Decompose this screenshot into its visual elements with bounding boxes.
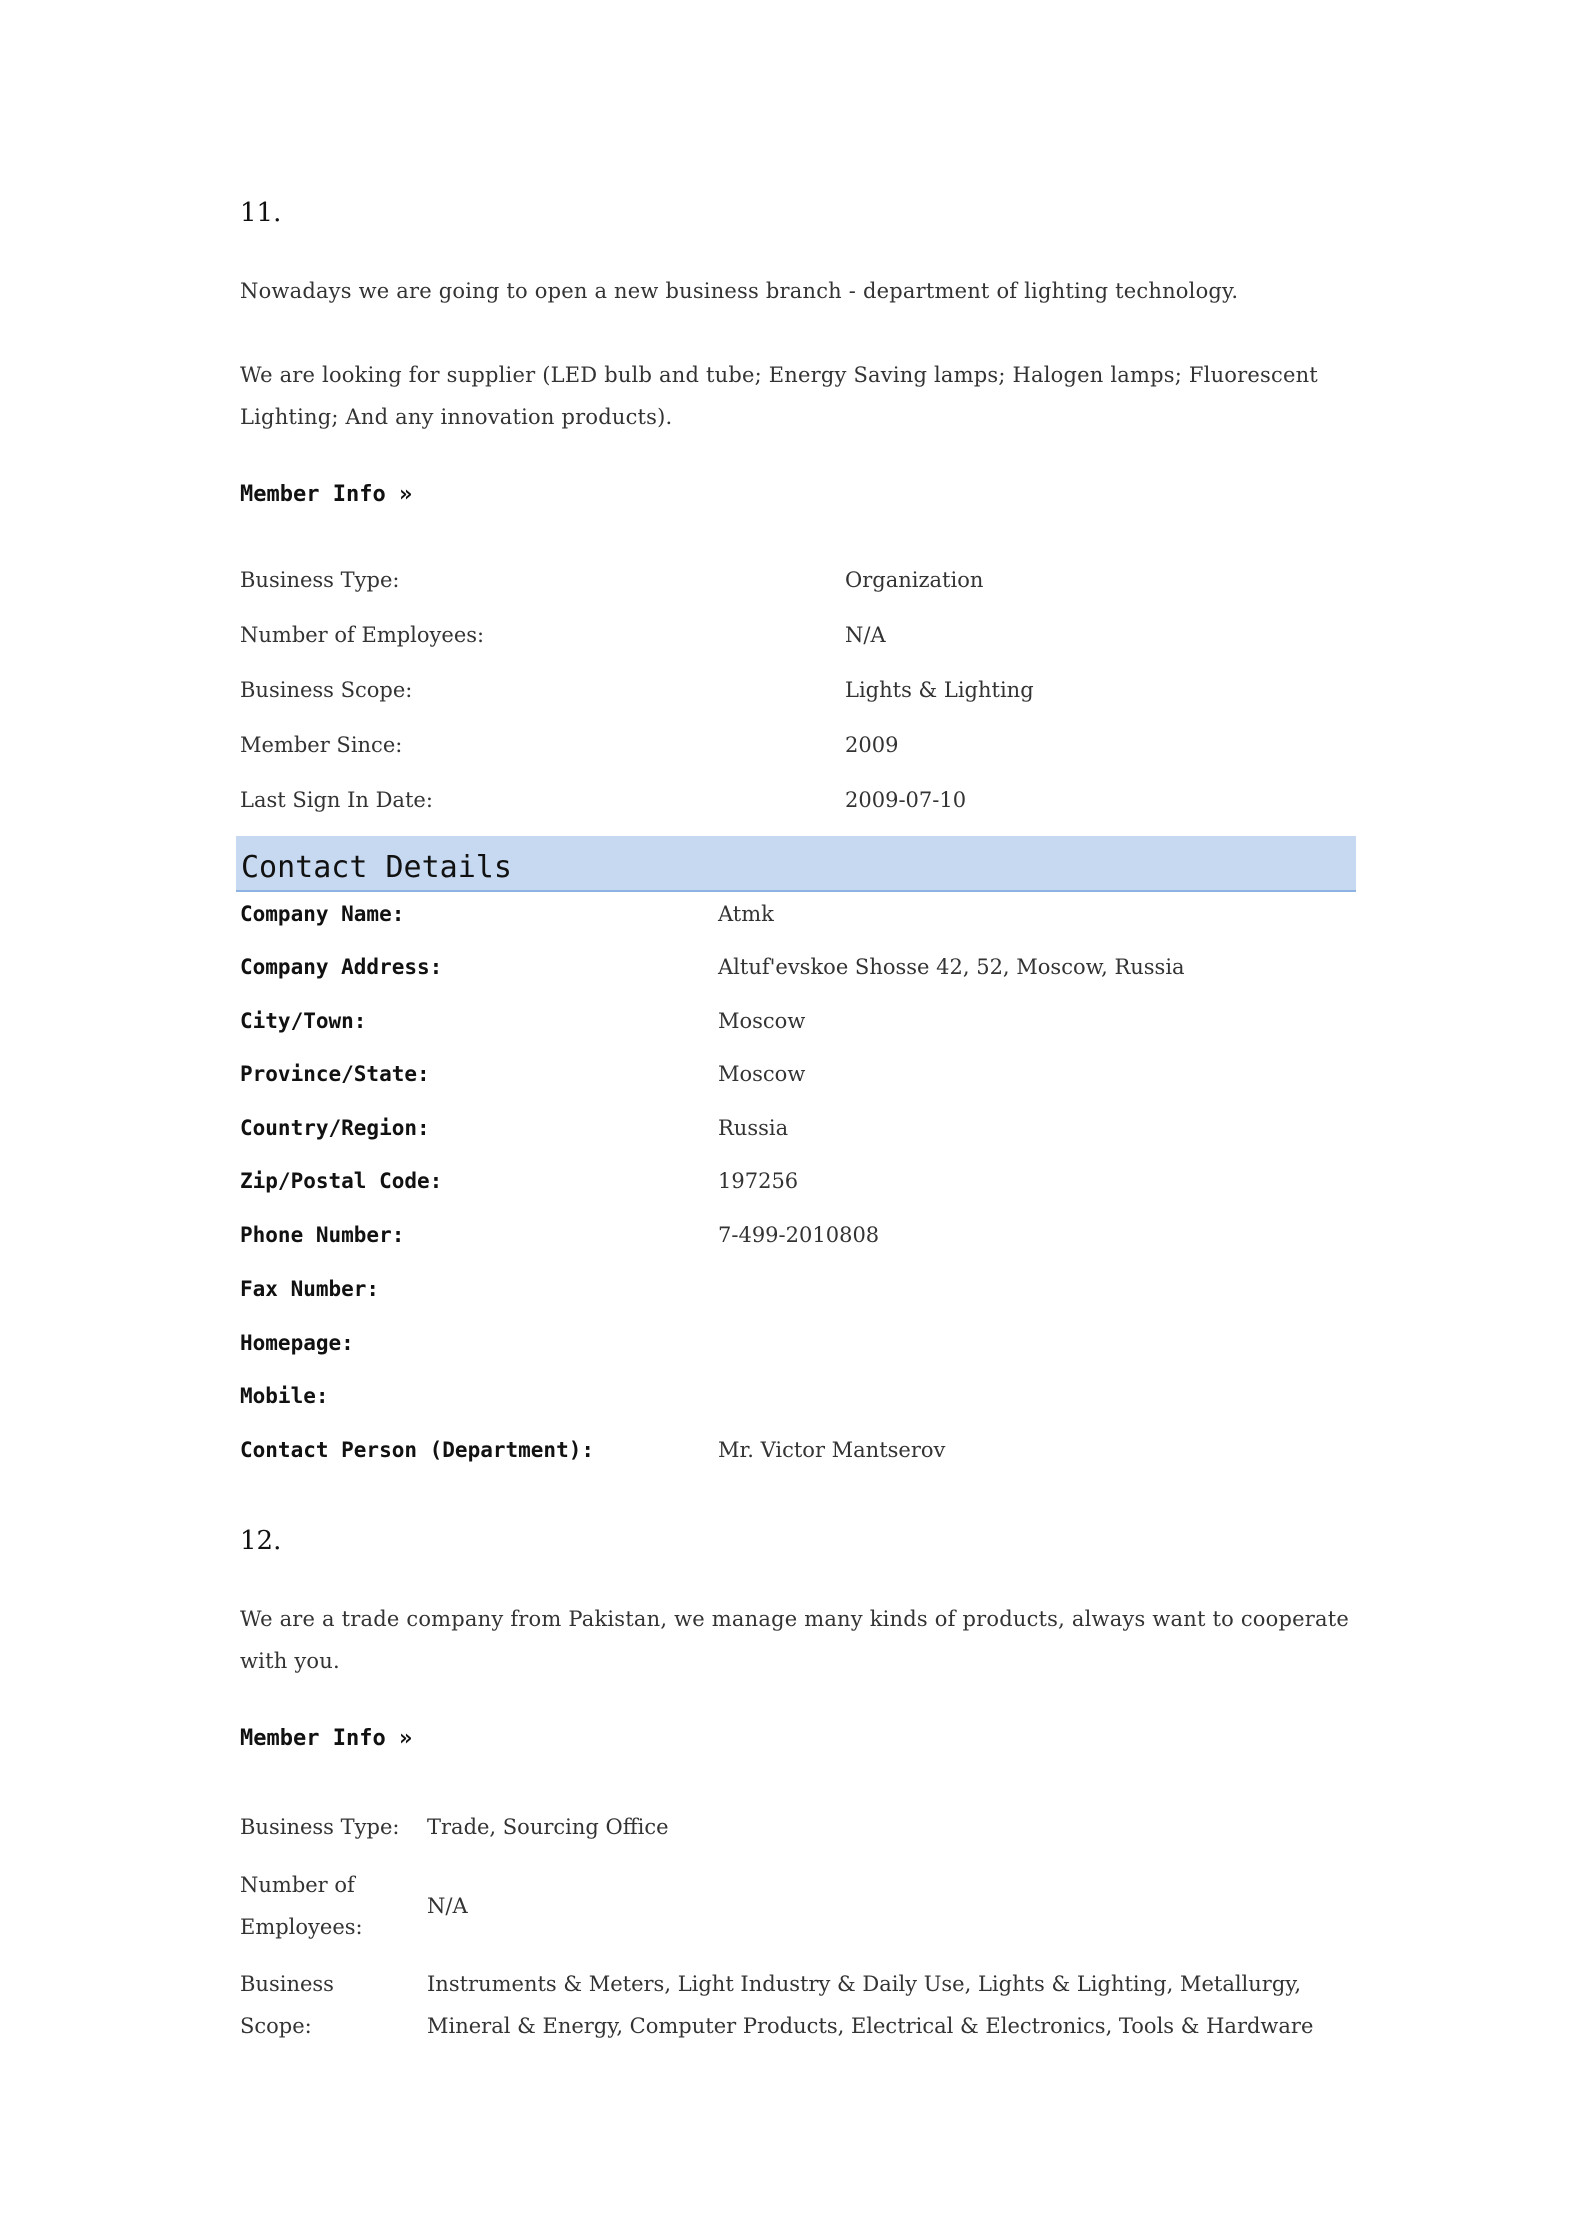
info-label: Last Sign In Date:	[240, 788, 433, 812]
info-row	[240, 678, 1360, 718]
info-value: 2009-07-10	[845, 788, 967, 812]
contact-value: 197256	[718, 1169, 799, 1193]
item-number: 12.	[240, 1526, 282, 1556]
contact-row	[240, 1169, 1360, 1209]
contact-label: Province/State:	[240, 1062, 430, 1086]
info-label: Business Scope:	[240, 1972, 334, 2038]
contact-row	[240, 1009, 1360, 1049]
contact-label: Country/Region:	[240, 1116, 430, 1140]
info-value: Trade, Sourcing Office	[427, 1815, 669, 1839]
contact-value: Russia	[718, 1116, 789, 1140]
contact-value: Mr. Victor Mantserov	[718, 1438, 946, 1462]
info-value: 2009	[845, 733, 899, 757]
contact-row	[240, 1116, 1360, 1156]
description-paragraph: We are a trade company from Pakistan, we manage many kinds of products, always want to cooperate with you.	[240, 1607, 1349, 1673]
info-label: Member Since:	[240, 733, 403, 757]
info-label: Number of Employees:	[240, 623, 485, 647]
contact-row	[240, 1062, 1360, 1102]
contact-label: Phone Number:	[240, 1223, 405, 1247]
contact-value: Atmk	[718, 902, 774, 926]
info-row	[240, 623, 1360, 663]
contact-row	[240, 1277, 1360, 1317]
contact-label: Company Name:	[240, 902, 405, 926]
contact-row	[240, 955, 1360, 995]
contact-value: Moscow	[718, 1062, 806, 1086]
info-row	[240, 733, 1360, 773]
contact-label: Company Address:	[240, 955, 443, 979]
contact-label: Contact Person (Department):	[240, 1438, 595, 1462]
info-value: Organization	[845, 568, 984, 592]
info-value: Lights & Lighting	[845, 678, 1034, 702]
item-number: 11.	[240, 198, 282, 228]
contact-label: City/Town:	[240, 1009, 367, 1033]
info-row	[240, 788, 1360, 828]
contact-row	[240, 1331, 1360, 1371]
contact-row	[240, 1438, 1360, 1478]
info-label: Business Type:	[240, 568, 400, 592]
info-row	[240, 1806, 1360, 1848]
contact-details-title: Contact Details	[241, 850, 512, 885]
description-paragraph: Nowadays we are going to open a new business branch - department of lighting technology.	[240, 279, 1239, 303]
info-row	[240, 568, 1360, 608]
contact-row	[240, 902, 1360, 942]
info-label: Business Scope:	[240, 678, 413, 702]
contact-label: Fax Number:	[240, 1277, 380, 1301]
contact-row	[240, 1223, 1360, 1263]
contact-value: Moscow	[718, 1009, 806, 1033]
contact-label: Homepage:	[240, 1331, 354, 1355]
member-info-link[interactable]: Member Info »	[240, 1726, 413, 1751]
info-label: Business Type:	[240, 1815, 400, 1839]
info-value: N/A	[427, 1894, 468, 1918]
info-row	[240, 1864, 1360, 1948]
contact-details-header	[236, 836, 1356, 892]
member-info-link[interactable]: Member Info »	[240, 482, 413, 507]
info-label: Number of Employees:	[240, 1873, 363, 1939]
info-row	[240, 1963, 1360, 2047]
contact-row	[240, 1384, 1360, 1424]
contact-label: Zip/Postal Code:	[240, 1169, 443, 1193]
contact-value: Altuf'evskoe Shosse 42, 52, Moscow, Russia	[718, 955, 1185, 979]
info-value: N/A	[845, 623, 886, 647]
contact-value: 7-499-2010808	[718, 1223, 880, 1247]
description-paragraph: We are looking for supplier (LED bulb and tube; Energy Saving lamps; Halogen lamps; Fluorescent Lighting; And any innovation products).	[240, 363, 1318, 429]
info-value: Instruments & Meters, Light Industry & Daily Use, Lights & Lighting, Metallurgy, Mineral & Energy, Computer Products, Electrical & Electronics, Tools & Hardware	[427, 1972, 1314, 2038]
contact-label: Mobile:	[240, 1384, 329, 1408]
